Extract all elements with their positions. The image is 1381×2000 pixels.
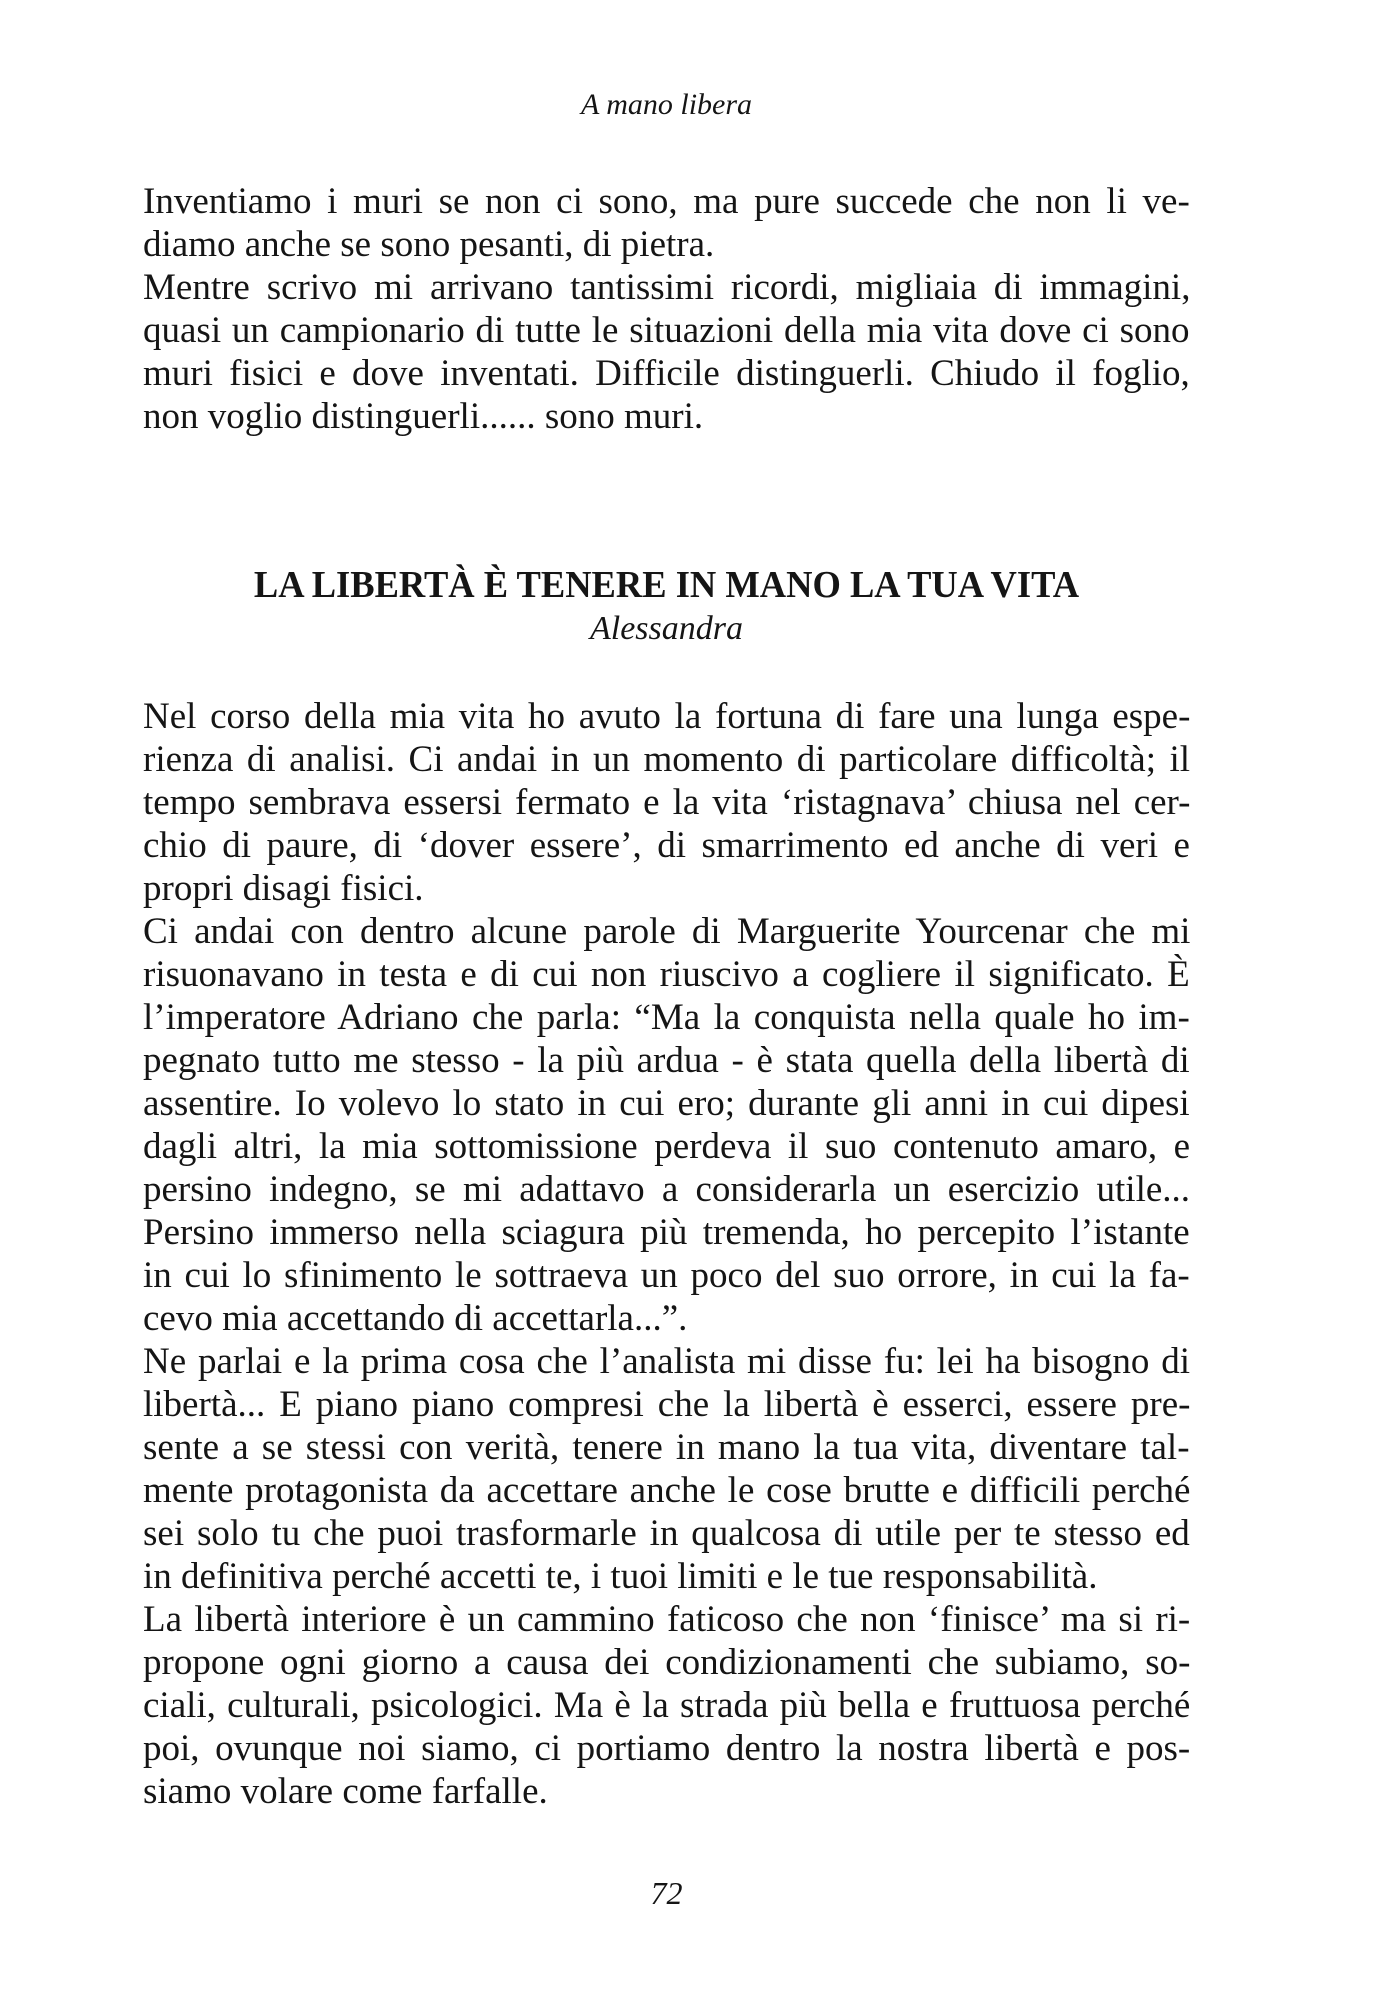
text-line: l’imperatore Adriano che parla: “Ma la conquista nella quale ho im- (143, 997, 1190, 1038)
body-paragraphs (143, 695, 1190, 1813)
text-line: propone ogni giorno a causa dei condizionamenti che subiamo, so- (143, 1642, 1191, 1683)
text-line: pegnato tutto me stesso - la più ardua - è stata quella della libertà di (143, 1040, 1190, 1081)
section-author: Alessandra (590, 610, 743, 647)
text-line: sei solo tu che puoi trasformarle in qualcosa di utile per te stesso ed (143, 1513, 1190, 1554)
text-line: poi, ovunque noi siamo, ci portiamo dentro la nostra libertà e pos- (143, 1728, 1191, 1769)
text-line: siamo volare come farfalle. (143, 1771, 548, 1812)
text-line: Mentre scrivo mi arrivano tantissimi ricordi, migliaia di immagini, (143, 267, 1191, 308)
text-line: Ne parlai e la prima cosa che l’analista mi disse fu: lei ha bisogno di (143, 1341, 1191, 1382)
running-header: A mano libera (580, 88, 753, 121)
text-line: sente a se stessi con verità, tenere in mano la tua vita, diventare tal- (143, 1427, 1190, 1468)
text-line: Inventiamo i muri se non ci sono, ma pure succede che non li ve- (143, 181, 1190, 222)
text-line: La libertà interiore è un cammino faticoso che non ‘finisce’ ma si ri- (143, 1599, 1191, 1640)
text-line: rienza di analisi. Ci andai in un momento di particolare difficoltà; il (143, 739, 1191, 780)
intro-paragraphs (143, 180, 1190, 438)
text-line: chio di paure, di ‘dover essere’, di smarrimento ed anche di veri e (143, 825, 1190, 866)
text-line: in definitiva perché accetti te, i tuoi limiti e le tue responsabilità. (143, 1556, 1098, 1597)
text-line: dagli altri, la mia sottomissione perdeva il suo contenuto amaro, e (143, 1126, 1191, 1167)
text-line: non voglio distinguerli...... sono muri. (143, 396, 704, 437)
section-title: LA LIBERTÀ È TENERE IN MANO LA TUA VITA (253, 564, 1080, 606)
text-line: persino indegno, se mi adattavo a considerarla un esercizio utile... (143, 1169, 1191, 1210)
text-line: Ci andai con dentro alcune parole di Marguerite Yourcenar che mi (143, 911, 1191, 952)
text-line: risuonavano in testa e di cui non riuscivo a cogliere il significato. È (143, 954, 1190, 995)
text-line: in cui lo sfinimento le sottraeva un poco del suo orrore, in cui la fa- (143, 1255, 1190, 1296)
text-line: libertà... E piano piano compresi che la libertà è esserci, essere pre- (143, 1384, 1191, 1425)
text-line: diamo anche se sono pesanti, di pietra. (143, 224, 715, 265)
text-line: ciali, culturali, psicologici. Ma è la strada più bella e fruttuosa perché (143, 1685, 1191, 1726)
text-line: cevo mia accettando di accettarla...”. (143, 1298, 688, 1339)
text-line: muri fisici e dove inventati. Difficile distinguerli. Chiudo il foglio, (143, 353, 1190, 394)
text-line: assentire. Io volevo lo stato in cui ero; durante gli anni in cui dipesi (143, 1083, 1190, 1124)
text-line: tempo sembrava essersi fermato e la vita ‘ristagnava’ chiusa nel cer- (143, 782, 1191, 823)
text-line: Nel corso della mia vita ho avuto la fortuna di fare una lunga espe- (143, 696, 1191, 737)
text-line: Persino immerso nella sciagura più tremenda, ho percepito l’istante (143, 1212, 1190, 1253)
text-line: mente protagonista da accettare anche le cose brutte e difficili perché (143, 1470, 1191, 1511)
text-line: quasi un campionario di tutte le situazioni della mia vita dove ci sono (143, 310, 1190, 351)
text-line: propri disagi fisici. (143, 868, 424, 909)
page-number: 72 (650, 1875, 683, 1911)
